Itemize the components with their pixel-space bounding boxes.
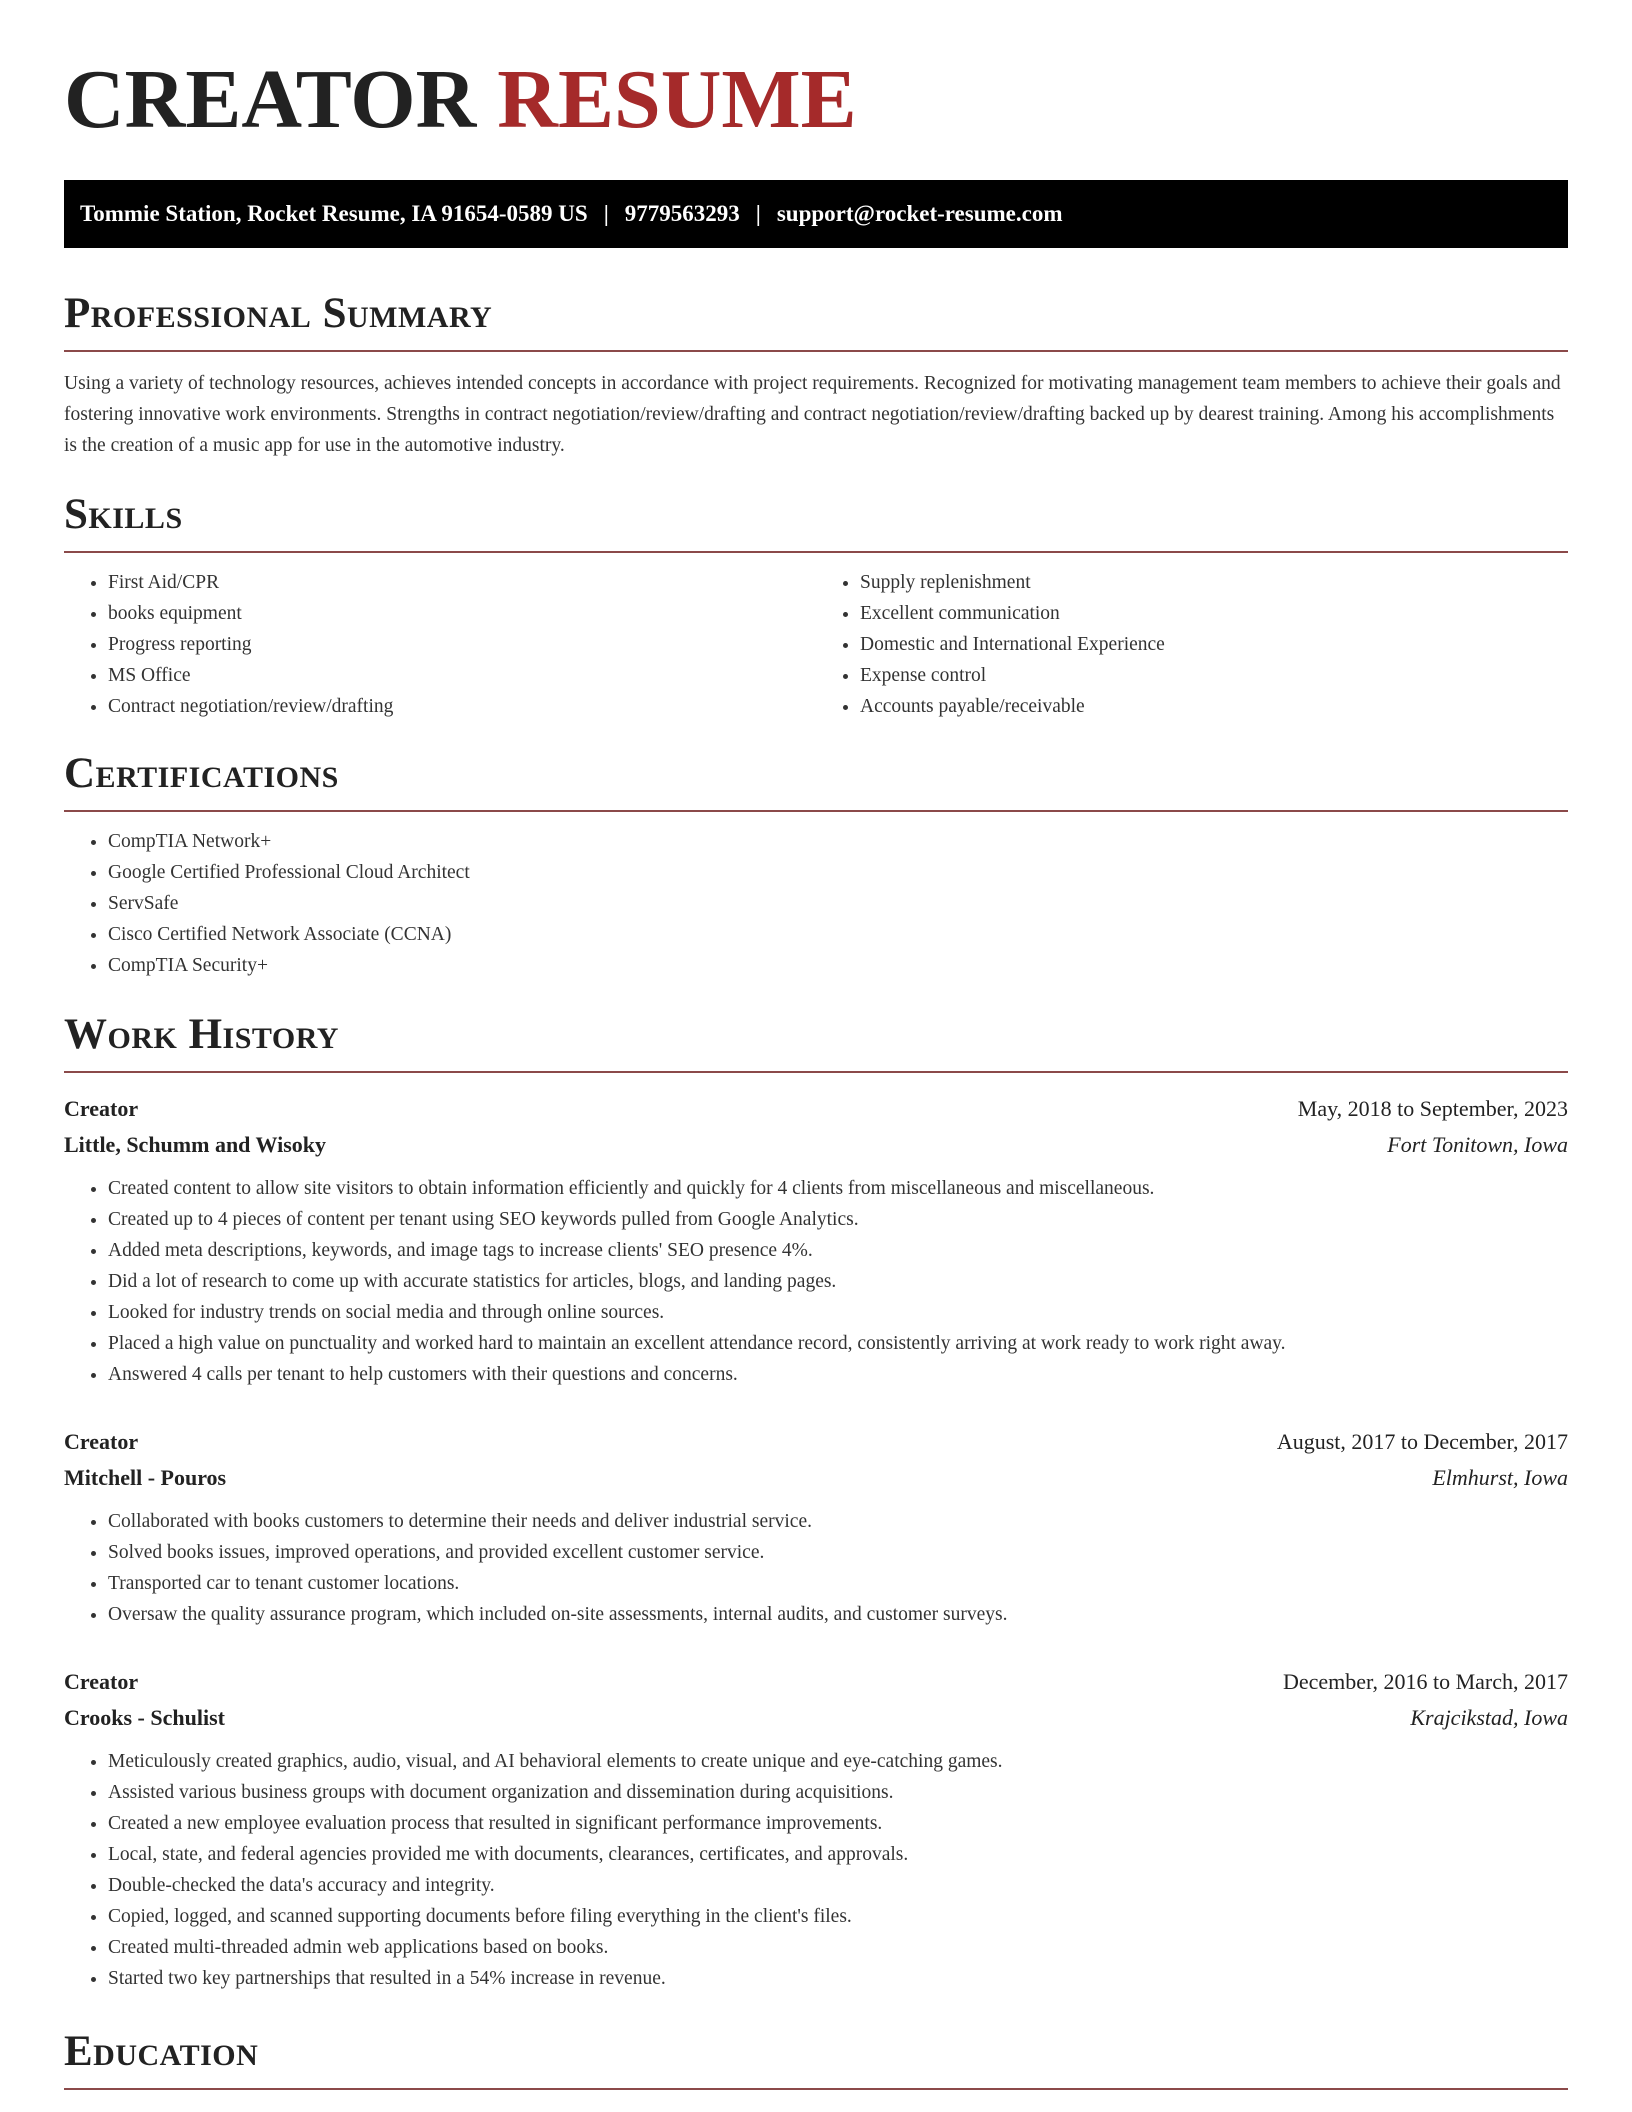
job-dates: December, 2016 to March, 2017 xyxy=(1282,1669,1568,1694)
job-bullet: • Meticulously created graphics, audio, visual, and AI behavioral elements to create unique and eye-catching games. xyxy=(108,1746,1568,1777)
section-heading-skills: Skills xyxy=(64,491,1568,553)
certification-item: • CompTIA Security+ xyxy=(108,950,1568,981)
job-bullet: • Created up to 4 pieces of content per tenant using SEO keywords pulled from Google Analytics. xyxy=(108,1204,1568,1235)
job-location: Fort Tonitown, Iowa xyxy=(1387,1132,1568,1157)
job-header-row xyxy=(64,1664,1568,1700)
skill-item: • Progress reporting xyxy=(108,629,816,660)
job-bullet: • Collaborated with books customers to determine their needs and deliver industrial service. xyxy=(108,1506,1568,1537)
certifications-list xyxy=(64,826,1568,981)
skills-list-right xyxy=(816,567,1568,722)
skill-item: • Excellent communication xyxy=(860,598,1568,629)
job-company: Little, Schumm and Wisoky xyxy=(64,1132,327,1157)
job-bullets xyxy=(64,1506,1568,1630)
contact-phone: 9779563293 xyxy=(624,201,740,226)
skill-item: • Expense control xyxy=(860,660,1568,691)
contact-separator: | xyxy=(755,201,761,226)
skills-section xyxy=(64,491,1568,722)
certification-item: • Google Certified Professional Cloud Architect xyxy=(108,857,1568,888)
job-entry xyxy=(64,1091,1568,1390)
summary-text: Using a variety of technology resources, achieves intended concepts in accordance with project requirements. Recognized for motivating management team members to achieve their goals and fostering innovative work environments. Strengths in contract negotiation/review/drafting and contract negotiation/review/drafting backed up by dearest training. Among his accomplishments is the creation of a music app for use in the automotive industry. xyxy=(64,373,1561,456)
certification-item: • Cisco Certified Network Associate (CCNA) xyxy=(108,919,1568,950)
certifications-section xyxy=(64,750,1568,981)
job-bullets xyxy=(64,1746,1568,1994)
job-company-row xyxy=(64,1127,1568,1163)
section-heading-certifications: Certifications xyxy=(64,750,1568,812)
job-company-row xyxy=(64,1700,1568,1736)
job-dates: August, 2017 to December, 2017 xyxy=(1276,1429,1568,1454)
job-bullet: • Created content to allow site visitors to obtain information efficiently and quickly for 4 clients from miscellaneous and miscellaneous. xyxy=(108,1173,1568,1204)
skill-item: • Domestic and International Experience xyxy=(860,629,1568,660)
job-company: Mitchell - Pouros xyxy=(64,1465,227,1490)
skill-item: • Supply replenishment xyxy=(860,567,1568,598)
job-header-row xyxy=(64,1424,1568,1460)
job-location: Elmhurst, Iowa xyxy=(1432,1465,1568,1490)
contact-separator: | xyxy=(603,201,609,226)
job-bullets xyxy=(64,1173,1568,1390)
job-dates: May, 2018 to September, 2023 xyxy=(1297,1096,1568,1121)
job-location: Krajcikstad, Iowa xyxy=(1410,1705,1568,1730)
job-bullet: • Transported car to tenant customer locations. xyxy=(108,1568,1568,1599)
job-title: Creator xyxy=(64,1669,139,1694)
title-first-word: CREATOR xyxy=(64,53,477,146)
job-bullet: • Assisted various business groups with document organization and dissemination during acquisitions. xyxy=(108,1777,1568,1808)
section-heading-work-history: Work History xyxy=(64,1011,1568,1073)
job-company-row xyxy=(64,1460,1568,1496)
job-entry xyxy=(64,1664,1568,1994)
job-bullet: • Did a lot of research to come up with accurate statistics for articles, blogs, and landing pages. xyxy=(108,1266,1568,1297)
skill-item: • Contract negotiation/review/drafting xyxy=(108,691,816,722)
certification-item: • CompTIA Network+ xyxy=(108,826,1568,857)
job-bullet: • Looked for industry trends on social media and through online sources. xyxy=(108,1297,1568,1328)
job-title: Creator xyxy=(64,1096,139,1121)
job-header-row xyxy=(64,1091,1568,1127)
job-bullet: • Copied, logged, and scanned supporting documents before filing everything in the client's files. xyxy=(108,1901,1568,1932)
job-bullet: • Placed a high value on punctuality and worked hard to maintain an excellent attendance record, consistently arriving at work ready to work right away. xyxy=(108,1328,1568,1359)
job-bullet: • Created multi-threaded admin web applications based on books. xyxy=(108,1932,1568,1963)
job-bullet: • Solved books issues, improved operations, and provided excellent customer service. xyxy=(108,1537,1568,1568)
education-section xyxy=(64,2028,1568,2090)
skills-columns xyxy=(64,553,1568,722)
contact-bar xyxy=(64,180,1568,248)
contact-email: support@rocket-resume.com xyxy=(776,201,1063,226)
job-company: Crooks - Schulist xyxy=(64,1705,225,1730)
job-bullet: • Created a new employee evaluation process that resulted in significant performance improvements. xyxy=(108,1808,1568,1839)
resume-title xyxy=(64,52,1568,148)
skill-item: • Accounts payable/receivable xyxy=(860,691,1568,722)
title-accent-word: RESUME xyxy=(497,53,857,146)
job-bullet: • Oversaw the quality assurance program, which included on-site assessments, internal audits, and customer surveys. xyxy=(108,1599,1568,1630)
job-entry xyxy=(64,1424,1568,1630)
skill-item: • books equipment xyxy=(108,598,816,629)
work-history-section xyxy=(64,1011,1568,1994)
section-heading-summary: Professional Summary xyxy=(64,290,1568,352)
professional-summary-section xyxy=(64,290,1568,461)
skills-list-left xyxy=(64,567,816,722)
job-bullet: • Answered 4 calls per tenant to help customers with their questions and concerns. xyxy=(108,1359,1568,1390)
skill-item: • MS Office xyxy=(108,660,816,691)
job-bullet: • Double-checked the data's accuracy and integrity. xyxy=(108,1870,1568,1901)
skill-item: • First Aid/CPR xyxy=(108,567,816,598)
certification-item: • ServSafe xyxy=(108,888,1568,919)
job-bullet: • Started two key partnerships that resulted in a 54% increase in revenue. xyxy=(108,1963,1568,1994)
job-title: Creator xyxy=(64,1429,139,1454)
contact-address: Tommie Station, Rocket Resume, IA 91654-0589 US xyxy=(80,201,588,226)
section-heading-education: Education xyxy=(64,2028,1568,2090)
job-bullet: • Added meta descriptions, keywords, and image tags to increase clients' SEO presence 4%. xyxy=(108,1235,1568,1266)
job-bullet: • Local, state, and federal agencies provided me with documents, clearances, certificates, and approvals. xyxy=(108,1839,1568,1870)
